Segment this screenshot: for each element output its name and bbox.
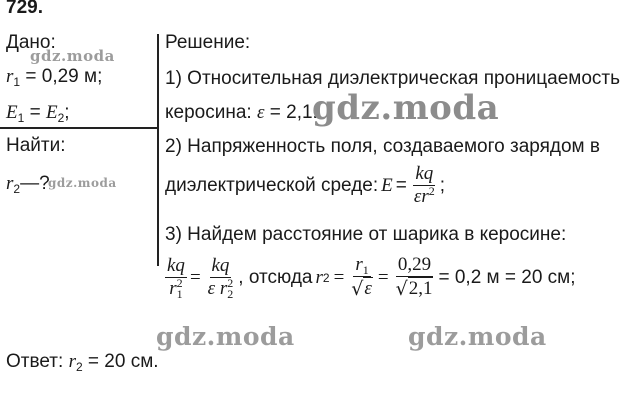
watermark: gdz.moda — [48, 176, 117, 190]
eq-right-numerator: kq — [211, 255, 230, 276]
step2-line1: 2) Напряженность поля, создаваемого зарядом в — [165, 136, 600, 157]
field-formula-denominator: $\varepsilon r^2$ — [413, 184, 435, 207]
find-query: $r_2—$? — [6, 173, 50, 196]
step3-equation: $\frac{kq}{r_1^2}$ = $\frac{kq}{\varepsilon r_2^2}$ , отсюда r 2 = $r_1$ √ ε = 0,29 √ 2,1 = 0,2 м = 20 см; — [167, 254, 576, 301]
watermark: gdz.moda — [156, 322, 295, 351]
step2-label: диэлектрической среде: — [165, 174, 379, 196]
step1-value: = 2,1. — [264, 102, 318, 123]
eq-right-denominator: ε $r_2^2$ — [207, 276, 234, 301]
eq-left-denominator: $r_1^2$ — [169, 276, 183, 301]
step2-equals: = — [395, 174, 407, 196]
given-field-relation: $E_1 = E_2$; — [6, 102, 70, 125]
eq-hence-text: , отсюда — [238, 266, 313, 288]
step1-line2: керосина: ε = 2,1. — [165, 102, 318, 123]
watermark: gdz.moda — [408, 322, 547, 351]
given-divider-horizontal — [0, 127, 158, 129]
solution-heading: Решение: — [165, 32, 251, 53]
eq-numeric-radicand: 2,1 — [408, 278, 433, 299]
eq-right-fraction — [206, 255, 236, 300]
given-r1: $r_1 = 0,29$ м; — [6, 66, 103, 89]
given-r1-value: = 0,29 м; — [20, 66, 103, 87]
step2-line2: диэлектрической среде: E = $\frac{kq}{\varepsilon r^2}$ ; — [165, 163, 446, 207]
step1-line1: 1) Относительная диэлектрическая проницаемость — [165, 68, 621, 89]
eq-numeric-denominator: √ 2,1 — [395, 278, 433, 300]
eq-r2-fraction — [349, 254, 375, 301]
given-divider-vertical — [157, 34, 159, 266]
eq-left-fraction — [165, 255, 187, 300]
answer-label: Ответ: — [6, 351, 69, 372]
eq-r2-denominator: √ ε — [351, 278, 372, 300]
find-heading: Найти: — [6, 135, 66, 156]
eq-left-numerator: kq — [167, 255, 185, 276]
step3-line1: 3) Найдем расстояние от шарика в керосине: — [165, 224, 567, 245]
field-formula-numerator: kq — [415, 163, 434, 184]
given-heading: Дано: — [6, 32, 56, 53]
given-equals: = — [24, 102, 46, 123]
given-semicolon: ; — [64, 102, 70, 123]
problem-number: 729. — [6, 0, 43, 18]
find-query-mark: —? — [20, 173, 50, 194]
eq-numeric-numerator: 0,29 — [397, 254, 432, 275]
field-formula-fraction — [412, 163, 437, 208]
step1-label: керосина: — [165, 102, 257, 123]
step2-semicolon: ; — [439, 174, 446, 196]
eq-result: = 0,2 м = 20 см; — [438, 266, 576, 288]
answer-line: Ответ: $r_2 = 20$ см. — [6, 351, 159, 374]
watermark: gdz.moda — [30, 47, 115, 65]
watermark: gdz.moda — [312, 88, 500, 128]
eq-numeric-fraction — [394, 254, 436, 301]
eq-r2-numerator: $r_1$ — [355, 254, 369, 277]
answer-value: = 20 см. — [82, 351, 159, 372]
